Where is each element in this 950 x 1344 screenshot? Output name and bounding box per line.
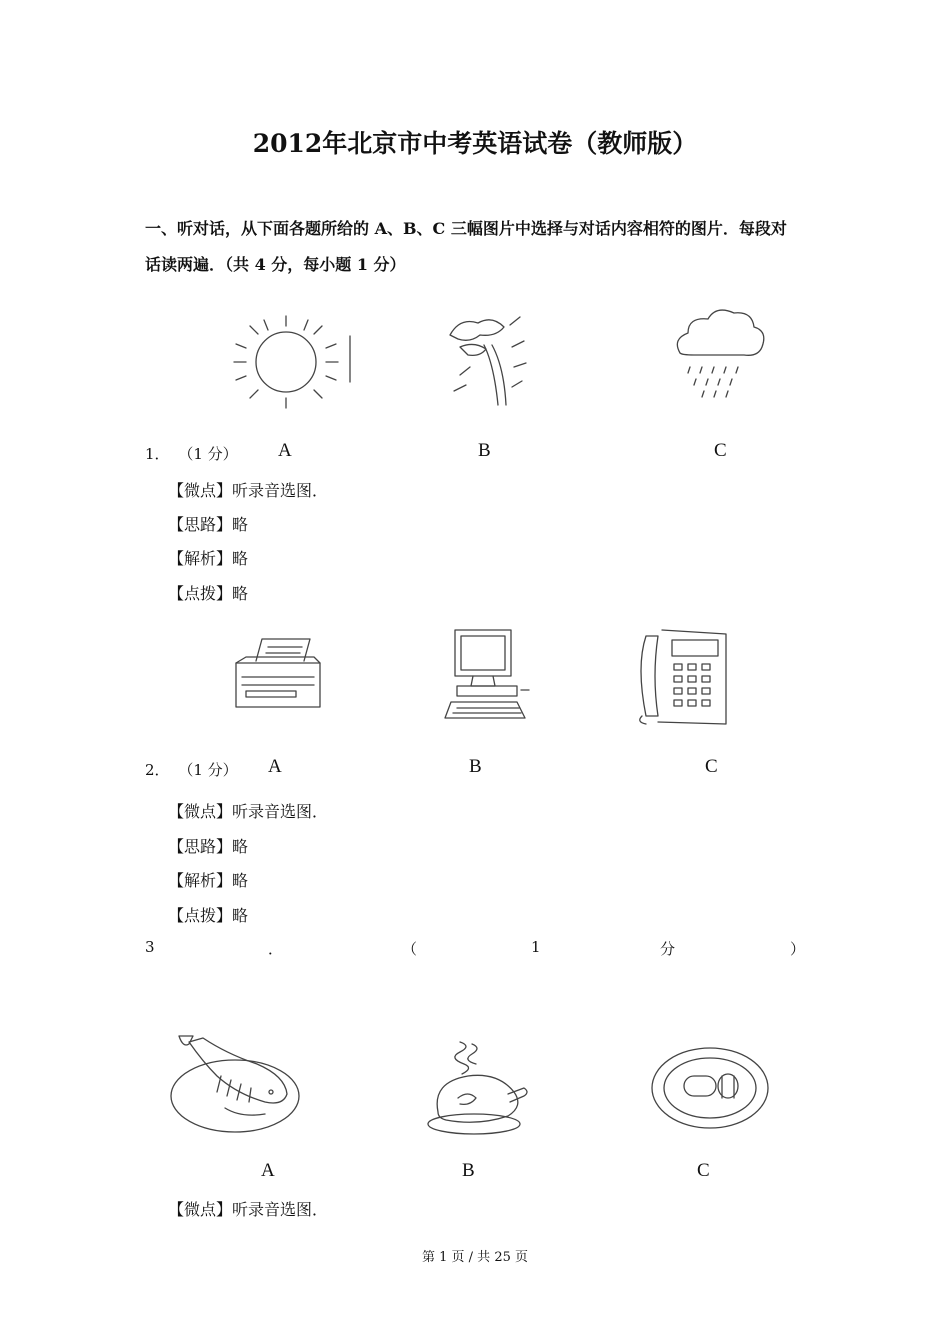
question-3-paren-close: ） <box>790 940 806 958</box>
sun-icon <box>228 312 356 412</box>
note-weidian: 【微点】听录音选图． <box>168 1200 329 1219</box>
rain-icon <box>668 305 768 405</box>
question-score: （1 分） <box>178 761 238 779</box>
question-3-score-value: 1 <box>531 938 541 956</box>
question-3-number: 3 <box>145 938 155 956</box>
plate-icon <box>648 1040 773 1135</box>
telephone-icon <box>632 624 732 728</box>
page-title: 2012年北京市中考英语试卷（教师版） <box>252 129 698 158</box>
option-label-b: B <box>469 756 482 777</box>
note-silu: 【思路】略 <box>168 837 249 856</box>
section-line-2: 话读两遍．（共 4 分，每小题 1 分） <box>145 255 406 274</box>
question-number: 2． <box>145 761 170 779</box>
chicken-icon <box>418 1038 538 1138</box>
question-3-score-unit: 分 <box>660 940 676 958</box>
option-label-b: B <box>478 440 491 461</box>
note-jiexi: 【解析】略 <box>168 871 249 890</box>
note-dianbo: 【点拨】略 <box>168 906 249 925</box>
option-label-a: A <box>268 756 282 777</box>
page-footer: 第 1 页 / 共 25 页 <box>422 1250 528 1265</box>
section-line-1: 一、听对话，从下面各题所给的 A、B、C 三幅图片中选择与对话内容相符的图片．每段对 <box>145 219 787 238</box>
option-label-c: C <box>714 440 727 461</box>
option-label-a: A <box>278 440 292 461</box>
note-weidian: 【微点】听录音选图． <box>168 802 329 821</box>
fish-icon <box>165 1032 305 1137</box>
option-label-a: A <box>261 1160 275 1181</box>
question-3-paren-open: （ <box>402 940 418 958</box>
option-label-c: C <box>705 756 718 777</box>
question-number: 1． <box>145 445 170 463</box>
wind-icon <box>440 305 530 410</box>
section-heading <box>145 211 815 283</box>
note-weidian: 【微点】听录音选图． <box>168 481 329 500</box>
question-2-header <box>145 759 238 780</box>
note-jiexi: 【解析】略 <box>168 549 249 568</box>
note-dianbo: 【点拨】略 <box>168 584 249 603</box>
printer-icon <box>228 633 328 718</box>
question-1-header <box>145 443 238 464</box>
question-score: （1 分） <box>178 445 238 463</box>
note-silu: 【思路】略 <box>168 515 249 534</box>
computer-icon <box>443 626 533 726</box>
question-3-dot: ． <box>268 940 284 958</box>
option-label-b: B <box>462 1160 475 1181</box>
option-label-c: C <box>697 1160 710 1181</box>
